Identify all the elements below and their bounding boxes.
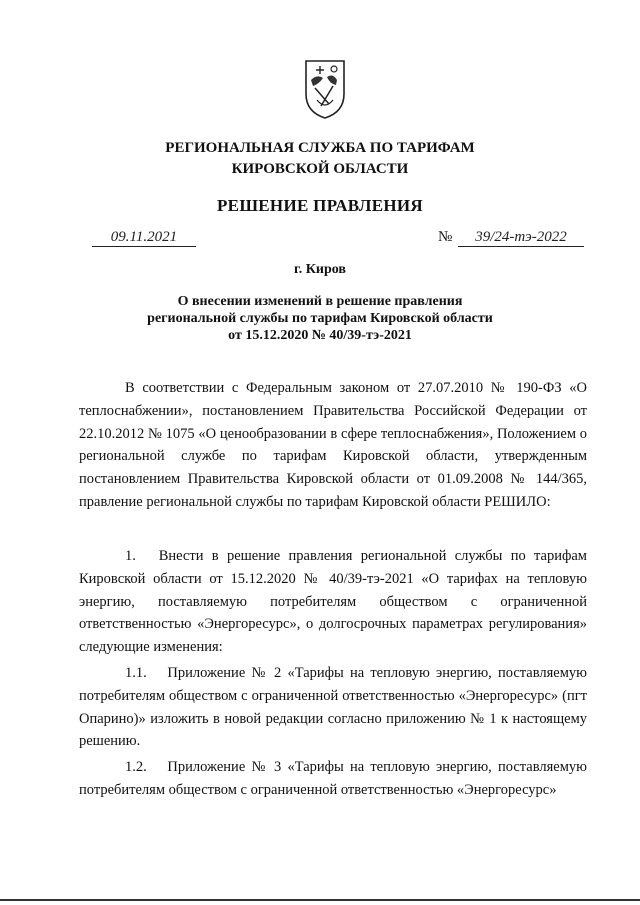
org-name-line2: КИРОВСКОЙ ОБЛАСТИ: [231, 161, 409, 177]
subject-line2: региональной службы по тарифам Кировской области: [147, 311, 493, 326]
item-1-1: [79, 662, 587, 753]
handwritten-date: 09.11.2021: [92, 228, 196, 247]
preamble-paragraph: [79, 377, 587, 514]
item-1: [79, 545, 587, 659]
item-1-2: [79, 756, 587, 802]
item-1-text: 1. Внести в решение правления региональной службы по тарифам Кировской области от 15.12.2020 № 40/39-тэ-2021 «О тарифах на тепловую энергию, поставляемую потребителям обществом с ограниченной ответственностью «Энергоресурс», о долгосрочных параметрах регулирования» следующие изменения:: [79, 548, 587, 656]
org-name-line1: РЕГИОНАЛЬНАЯ СЛУЖБА ПО ТАРИФАМ: [165, 140, 475, 156]
item-1-1-text: 1.1. Приложение № 2 «Тарифы на тепловую энергию, поставляемую потребителям обществом с ограниченной ответственностью «Энергоресурс» (пгт Опарино)» изложить в новой редакции согласно приложению № 1 к настоящему решению.: [79, 665, 587, 750]
city: г. Киров: [294, 262, 346, 277]
item-1-2-text: 1.2. Приложение № 3 «Тарифы на тепловую энергию, поставляемую потребителям обществом с ограниченной ответственностью «Энергоресурс»: [79, 759, 587, 798]
preamble-text: В соответствии с Федеральным законом от 27.07.2010 № 190-ФЗ «О теплоснабжении», постановлением Правительства Российской Федерации от 22.10.2012 № 1075 «О ценообразовании в сфере теплоснабжения», Положением о региональной службе по тарифам Кировской области, утвержденным постановлением Правительства Кировской области от 01.09.2008 № 144/365, правление региональной службы по тарифам Кировской области РЕШИЛО:: [79, 380, 587, 510]
page-bottom-edge: [0, 899, 640, 901]
number-sign: №: [438, 229, 453, 245]
document-title: РЕШЕНИЕ ПРАВЛЕНИЯ: [217, 196, 423, 215]
coat-of-arms-emblem: [303, 58, 347, 120]
subject-line3: от 15.12.2020 № 40/39-тэ-2021: [228, 328, 412, 343]
subject-line1: О внесении изменений в решение правления: [177, 294, 463, 309]
handwritten-number: 39/24-тэ-2022: [458, 228, 584, 247]
